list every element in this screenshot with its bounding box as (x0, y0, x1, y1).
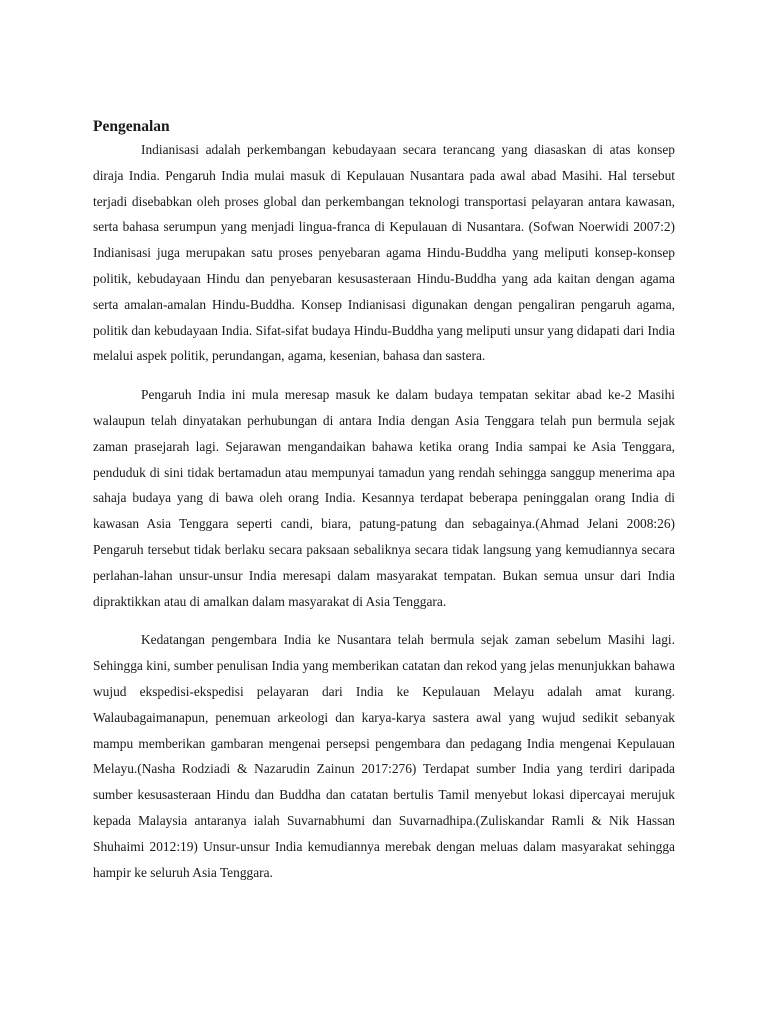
paragraph-1: Indianisasi adalah perkembangan kebudayaan secara terancang yang diasaskan di atas konsep diraja India. Pengaruh India mulai masuk di Kepulauan Nusantara pada awal abad Masihi. Hal tersebut terjadi disebabkan oleh proses global dan perkembangan teknologi transportasi pelayaran antara kawasan, serta bahasa serumpun yang menjadi lingua-franca di Kepulauan di Nusantara. (Sofwan Noerwidi 2007:2) Indianisasi juga merupakan satu proses penyebaran agama Hindu-Buddha yang meliputi konsep-konsep politik, kebudayaan Hindu dan penyebaran kesusasteraan Hindu-Buddha yang ada kaitan dengan agama serta amalan-amalan Hindu-Buddha. Konsep Indianisasi digunakan dengan pengaliran pengaruh agama, politik dan kebudayaan India. Sifat-sifat budaya Hindu-Buddha yang meliputi unsur yang didapati dari India melalui aspek politik, perundangan, agama, kesenian, bahasa dan sastera. (93, 142, 675, 364)
section-heading: Pengenalan (93, 118, 170, 135)
paragraph-2: Pengaruh India ini mula meresap masuk ke dalam budaya tempatan sekitar abad ke-2 Masihi walaupun telah dinyatakan perhubungan di antara India dengan Asia Tenggara telah pun bermula sejak zaman prasejarah lagi. Sejarawan mengandaikan bahawa ketika orang India sampai ke Asia Tenggara, penduduk di sini tidak bertamadun atau mempunyai tamadun yang rendah sehingga sanggup menerima apa sahaja budaya yang di bawa oleh orang India. Kesannya terdapat beberapa peninggalan orang India di kawasan Asia Tenggara seperti candi, biara, patung-patung dan sebagainya.(Ahmad Jelani 2008:26) Pengaruh tersebut tidak berlaku secara paksaan sebaliknya secara tidak langsung yang kemudiannya secara perlahan-lahan unsur-unsur India meresapi dalam masyarakat tempatan. Bukan semua unsur dari India dipraktikkan atau di amalkan dalam masyarakat di Asia Tenggara. (93, 387, 675, 609)
document-body (93, 116, 675, 885)
paragraph-3: Kedatangan pengembara India ke Nusantara telah bermula sejak zaman sebelum Masihi lagi. Sehingga kini, sumber penulisan India yang memberikan catatan dan rekod yang jelas menunjukkan bahawa wujud ekspedisi-ekspedisi pelayaran dari India ke Kepulauan Melayu adalah amat kurang. Walaubagaimanapun, penemuan arkeologi dan karya-karya sastera awal yang wujud sedikit sebanyak mampu memberikan gambaran mengenai persepsi pengembara dan pedagang India mengenai Kepulauan Melayu.(Nasha Rodziadi & Nazarudin Zainun 2017:276) Terdapat sumber India yang terdiri daripada sumber kesusasteraan Hindu dan Buddha dan catatan bertulis Tamil menyebut lokasi dipercayai merujuk kepada Malaysia antaranya ialah Suvarnabhumi dan Suvarnadhipa.(Zuliskandar Ramli & Nik Hassan Shuhaimi 2012:19) Unsur-unsur India kemudiannya merebak dengan meluas dalam masyarakat sehingga hampir ke seluruh Asia Tenggara. (93, 632, 675, 880)
